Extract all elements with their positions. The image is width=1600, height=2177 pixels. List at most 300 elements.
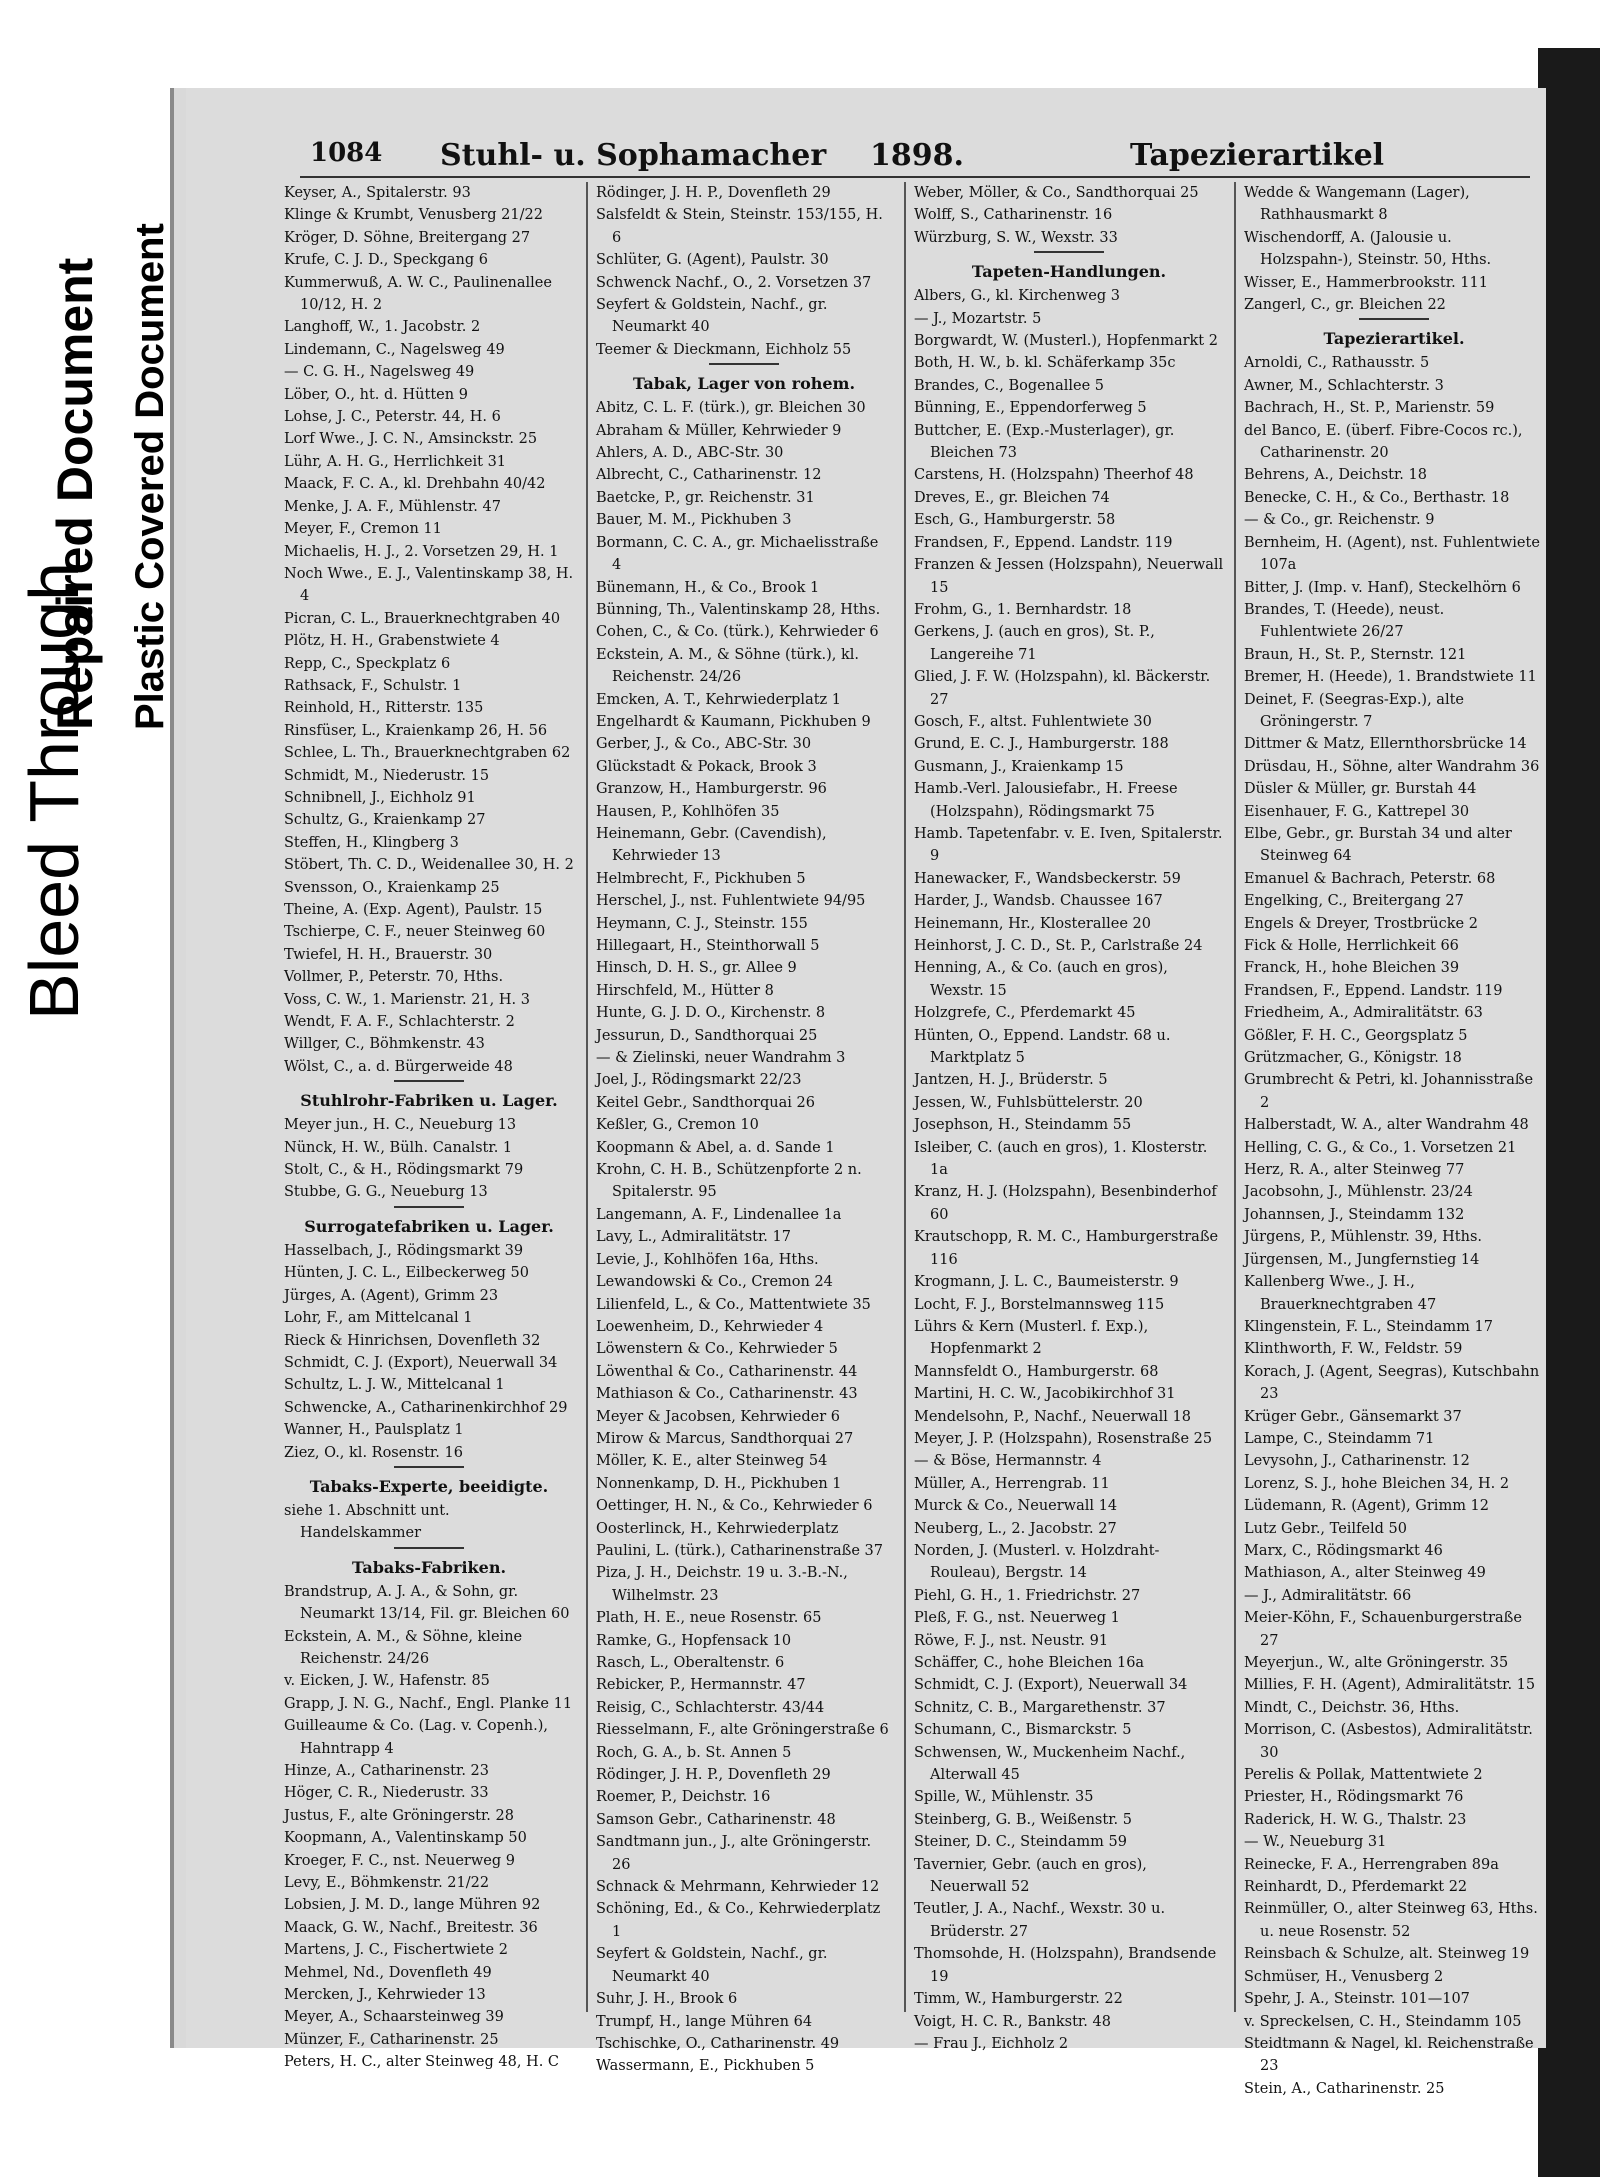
directory-entry: — & Böse, Hermannstr. 4 — [914, 1453, 1102, 1470]
directory-entry: Hunte, G. J. D. O., Kirchenstr. 8 — [596, 1005, 826, 1022]
directory-entry: Lorf Wwe., J. C. N., Amsinckstr. 25 — [284, 431, 538, 448]
directory-entry: Roch, G. A., b. St. Annen 5 — [596, 1744, 792, 1761]
section-heading: Tabaks-Experte, beeidigte. — [309, 1476, 549, 1496]
directory-entry: Steinberg, G. B., Weißenstr. 5 — [914, 1811, 1132, 1828]
directory-entry: Krüger Gebr., Gänsemarkt 37 — [1244, 1408, 1462, 1425]
directory-entry: Rathsack, F., Schulstr. 1 — [284, 677, 462, 694]
directory-entry: Deinet, F. (Seegras-Exp.), alte Gröningerstr. 7 — [1244, 691, 1464, 730]
directory-entry: Schöning, Ed., & Co., Kehrwiederplatz 1 — [596, 1901, 881, 1940]
directory-entry: Langemann, A. F., Lindenallee 1a — [596, 1206, 842, 1223]
directory-entry: Holzgrefe, C., Pferdemarkt 45 — [914, 1005, 1136, 1022]
scan-background-edge — [1538, 48, 1600, 2177]
directory-entry: Eckstein, A. M., & Söhne, kleine Reichenstr. 24/26 — [284, 1628, 523, 1667]
directory-entry: Lampe, C., Steindamm 71 — [1244, 1430, 1435, 1447]
directory-entry: Gößler, F. H. C., Georgsplatz 5 — [1244, 1027, 1468, 1044]
directory-entry: Steiner, D. C., Steindamm 59 — [914, 1834, 1127, 1851]
directory-entry: Behrens, A., Deichstr. 18 — [1244, 467, 1427, 484]
directory-entry: Heinemann, Hr., Klosterallee 20 — [914, 915, 1152, 932]
directory-entry: Stein, A., Catharinenstr. 25 — [1244, 2080, 1445, 2097]
directory-entry: Franzen & Jessen (Holzspahn), Neuerwall 15 — [914, 557, 1224, 596]
directory-entry: Lohse, J. C., Peterstr. 44, H. 6 — [284, 409, 501, 426]
directory-entry: Cohen, C., & Co. (türk.), Kehrwieder 6 — [596, 624, 879, 641]
directory-entry: Martens, J. C., Fischertwiete 2 — [284, 1942, 508, 1959]
section-heading: Stuhlrohr-Fabriken u. Lager. — [300, 1091, 558, 1111]
directory-entry: Hamb. Tapetenfabr. v. E. Iven, Spitalerstr. 9 — [914, 825, 1223, 865]
directory-entry: Schwencke, A., Catharinenkirchhof 29 — [284, 1399, 568, 1416]
entry-list — [284, 1500, 574, 1545]
directory-entry: Drüsdau, H., Söhne, alter Wandrahm 36 — [1244, 758, 1540, 775]
directory-entry: Brandstrup, A. J. A., & Sohn, gr. Neumarkt 13/14, Fil. gr. Bleichen 60 — [284, 1583, 570, 1623]
column-4 — [1244, 182, 1544, 2097]
directory-entry: Keßler, G., Cremon 10 — [596, 1117, 759, 1134]
directory-entry: Eckstein, A. M., & Söhne (türk.), kl. Reichenstr. 24/26 — [596, 646, 860, 686]
directory-entry: Albrecht, C., Catharinenstr. 12 — [596, 467, 822, 484]
directory-entry: Justus, F., alte Gröningerstr. 28 — [284, 1807, 514, 1824]
column-1 — [284, 182, 574, 2071]
directory-entry: Düsler & Müller, gr. Burstah 44 — [1244, 781, 1477, 798]
directory-entry: Baetcke, P., gr. Reichenstr. 31 — [596, 489, 815, 506]
section-rule — [1034, 251, 1104, 253]
directory-entry: Wendt, F. A. F., Schlachterstr. 2 — [284, 1014, 515, 1031]
directory-entry: Schnack & Mehrmann, Kehrwieder 12 — [596, 1879, 880, 1896]
directory-entry: Tschischke, O., Catharinenstr. 49 — [596, 2035, 840, 2052]
directory-entry: Lüdemann, R. (Agent), Grimm 12 — [1244, 1498, 1489, 1515]
directory-entry: Emanuel & Bachrach, Peterstr. 68 — [1244, 870, 1496, 887]
directory-entry: Harder, J., Wandsb. Chaussee 167 — [914, 893, 1163, 910]
directory-entry: Gerber, J., & Co., ABC-Str. 30 — [596, 736, 812, 753]
directory-entry: Krogmann, J. L. C., Baumeisterstr. 9 — [914, 1274, 1179, 1291]
entry-list — [596, 182, 892, 361]
directory-entry: Borgwardt, W. (Musterl.), Hopfenmarkt 2 — [914, 333, 1218, 350]
directory-entry: Picran, C. L., Brauerknechtgraben 40 — [284, 610, 561, 627]
directory-entry: Levy, E., Böhmkenstr. 21/22 — [284, 1875, 490, 1892]
directory-entry: Mendelsohn, P., Nachf., Neuerwall 18 — [914, 1408, 1191, 1425]
directory-entry: Noch Wwe., E. J., Valentinskamp 38, H. 4 — [284, 565, 574, 605]
directory-entry: Locht, F. J., Borstelmannsweg 115 — [914, 1296, 1165, 1313]
directory-entry: Roemer, P., Deichstr. 16 — [596, 1789, 771, 1806]
directory-entry: Rebicker, P., Hermannstr. 47 — [596, 1677, 806, 1694]
directory-entry: Röwe, F. J., nst. Neustr. 91 — [914, 1632, 1109, 1649]
header-rule — [300, 176, 1530, 178]
directory-entry: Meyer, F., Cremon 11 — [284, 521, 442, 538]
directory-entry: — W., Neueburg 31 — [1244, 1834, 1387, 1851]
entry-list — [914, 182, 1224, 249]
section-heading: Tapeten-Handlungen. — [971, 262, 1167, 282]
directory-entry: Reinhardt, D., Pferdemarkt 22 — [1244, 1879, 1468, 1896]
directory-entry: Mirow & Marcus, Sandthorquai 27 — [596, 1430, 854, 1447]
directory-entry: Morrison, C. (Asbestos), Admiralitätstr. 30 — [1244, 1722, 1533, 1761]
directory-entry: Höger, C. R., Niederustr. 33 — [284, 1785, 489, 1802]
directory-entry: Klingenstein, F. L., Steindamm 17 — [1244, 1318, 1493, 1335]
directory-entry: Jürges, A. (Agent), Grimm 23 — [284, 1287, 499, 1304]
column-separator — [586, 182, 588, 2012]
directory-entry: Josephson, H., Steindamm 55 — [914, 1117, 1132, 1134]
directory-entry: Wolff, S., Catharinenstr. 16 — [914, 207, 1113, 224]
directory-entry: Schumann, C., Bismarckstr. 5 — [914, 1722, 1132, 1739]
directory-entry: Keyser, A., Spitalerstr. 93 — [284, 185, 471, 201]
directory-entry: Schmidt, C. J. (Export), Neuerwall 34 — [284, 1354, 558, 1371]
directory-entry: Mindt, C., Deichstr. 36, Hths. — [1244, 1699, 1460, 1716]
directory-entry: Lobsien, J. M. D., lange Mühren 92 — [284, 1897, 541, 1914]
directory-entry: Ramke, G., Hopfensack 10 — [596, 1632, 792, 1649]
directory-entry: Meyer & Jacobsen, Kehrwieder 6 — [596, 1408, 840, 1425]
directory-entry: Steffen, H., Klingberg 3 — [284, 834, 459, 851]
directory-entry: Reisig, C., Schlachterstr. 43/44 — [596, 1699, 825, 1716]
directory-entry: Kröger, D. Söhne, Breitergang 27 — [284, 229, 531, 246]
directory-entry: Schultz, L. J. W., Mittelcanal 1 — [284, 1377, 505, 1394]
directory-entry: Jantzen, H. J., Brüderstr. 5 — [914, 1072, 1108, 1089]
section-rule — [1359, 318, 1429, 320]
entry-list — [1244, 352, 1544, 2100]
directory-entry: Hünten, J. C. L., Eilbeckerweg 50 — [284, 1265, 529, 1282]
directory-entry: Guilleaume & Co. (Lag. v. Copenh.), Hahntrapp 4 — [284, 1718, 549, 1757]
directory-entry: Sandtmann jun., J., alte Gröningerstr. 26 — [596, 1834, 872, 1873]
directory-entry: Tavernier, Gebr. (auch en gros), Neuerwall 52 — [914, 1856, 1147, 1896]
directory-entry: Brandes, C., Bogenallee 5 — [914, 377, 1105, 394]
directory-entry: Lührs & Kern (Musterl. f. Exp.), Hopfenmarkt 2 — [914, 1318, 1149, 1358]
directory-entry: Willger, C., Böhmkenstr. 43 — [284, 1036, 485, 1053]
directory-entry: Gosch, F., altst. Fuhlentwiete 30 — [914, 713, 1152, 730]
directory-entry: Reinmüller, O., alter Steinweg 63, Hths. u. neue Rosenstr. 52 — [1244, 1901, 1538, 1940]
directory-entry: Bünning, Th., Valentinskamp 28, Hths. — [596, 601, 881, 618]
directory-entry: Awner, M., Schlachterstr. 3 — [1244, 377, 1444, 394]
directory-entry: — & Co., gr. Reichenstr. 9 — [1244, 512, 1435, 529]
directory-entry: Mannsfeldt O., Hamburgerstr. 68 — [914, 1363, 1159, 1380]
directory-entry: Schmidt, M., Niederustr. 15 — [284, 767, 490, 784]
directory-entry: Hamb.-Verl. Jalousiefabr., H. Freese (Holzspahn), Rödingsmarkt 75 — [914, 781, 1178, 820]
directory-entry: — J., Admiralitätstr. 66 — [1244, 1587, 1412, 1604]
directory-entry: Riesselmann, F., alte Gröningerstraße 6 — [596, 1722, 889, 1739]
directory-entry: Oettinger, H. N., & Co., Kehrwieder 6 — [596, 1498, 873, 1515]
directory-entry: Peters, H. C., alter Steinweg 48, H. C — [284, 2054, 560, 2071]
directory-entry: Grapp, J. N. G., Nachf., Engl. Planke 11 — [284, 1695, 573, 1712]
entry-list — [596, 397, 892, 2077]
directory-entry: Koopmann, A., Valentinskamp 50 — [284, 1830, 527, 1847]
directory-entry: Spehr, J. A., Steinstr. 101—107 — [1244, 1991, 1470, 2008]
directory-entry: Bitter, J. (Imp. v. Hanf), Steckelhörn 6 — [1244, 579, 1521, 596]
column-separator — [1234, 182, 1236, 2012]
directory-entry: Grund, E. C. J., Hamburgerstr. 188 — [914, 736, 1169, 753]
directory-entry: Schultz, G., Kraienkamp 27 — [284, 812, 486, 829]
directory-entry: Paulini, L. (türk.), Catharinenstraße 37 — [596, 1542, 883, 1559]
directory-entry: Tschierpe, C. F., neuer Steinweg 60 — [284, 924, 546, 941]
directory-entry: Henning, A., & Co. (auch en gros), Wexstr. 15 — [914, 960, 1168, 999]
directory-entry: Abraham & Müller, Kehrwieder 9 — [596, 422, 842, 439]
directory-entry: del Banco, E. (überf. Fibre-Cocos rc.), Catharinenstr. 20 — [1244, 422, 1523, 462]
directory-entry: Trumpf, H., lange Mühren 64 — [596, 2013, 813, 2030]
directory-entry: — C. G. H., Nagelsweg 49 — [284, 364, 475, 381]
directory-entry: Hinsch, D. H. S., gr. Allee 9 — [596, 960, 797, 977]
directory-entry: Isleiber, C. (auch en gros), 1. Klosterstr. 1a — [914, 1139, 1208, 1179]
directory-entry: Seyfert & Goldstein, Nachf., gr. Neumarkt 40 — [596, 1946, 828, 1985]
bleed-through-label: Bleed Through — [15, 562, 93, 1020]
directory-entry: Joel, J., Rödingsmarkt 22/23 — [596, 1072, 802, 1089]
directory-entry: Fick & Holle, Herrlichkeit 66 — [1244, 938, 1459, 954]
directory-entry: Reinsbach & Schulze, alt. Steinweg 19 — [1244, 1946, 1530, 1963]
directory-entry: Albers, G., kl. Kirchenweg 3 — [914, 288, 1120, 305]
directory-entry: Wischendorff, A. (Jalousie u. Holzspahn-), Steinstr. 50, Hths. — [1244, 229, 1492, 269]
directory-entry: Schmidt, C. J. (Export), Neuerwall 34 — [914, 1677, 1188, 1694]
directory-entry: Twiefel, H. H., Brauerstr. 30 — [284, 946, 493, 963]
directory-entry: Neuberg, L., 2. Jacobstr. 27 — [914, 1520, 1117, 1537]
directory-entry: Wanner, H., Paulsplatz 1 — [284, 1422, 464, 1439]
directory-entry: Jacobsohn, J., Mühlenstr. 23/24 — [1244, 1184, 1473, 1201]
directory-entry: Frandsen, F., Eppend. Landstr. 119 — [914, 534, 1173, 551]
directory-entry: Klinthworth, F. W., Feldstr. 59 — [1244, 1341, 1463, 1358]
directory-entry: Meyer, A., Schaarsteinweg 39 — [284, 2009, 504, 2026]
directory-entry: Jessen, W., Fuhlsbüttelerstr. 20 — [914, 1094, 1143, 1111]
directory-entry: Wölst, C., a. d. Bürgerweide 48 — [284, 1058, 513, 1075]
directory-entry: Schmüser, H., Venusberg 2 — [1244, 1968, 1444, 1985]
directory-entry: Bachrach, H., St. P., Marienstr. 59 — [1244, 400, 1495, 417]
directory-entry: Meyer jun., H. C., Neueburg 13 — [284, 1117, 517, 1134]
directory-entry: siehe 1. Abschnitt unt. Handelskammer — [284, 1502, 450, 1542]
directory-entry: — Frau J., Eichholz 2 — [914, 2035, 1069, 2052]
directory-entry: Spille, W., Mühlenstr. 35 — [914, 1789, 1094, 1806]
directory-entry: Heinemann, Gebr. (Cavendish), Kehrwieder 13 — [596, 825, 827, 865]
directory-entry: Piehl, G. H., 1. Friedrichstr. 27 — [914, 1587, 1141, 1604]
directory-entry: Samson Gebr., Catharinenstr. 48 — [596, 1811, 836, 1828]
directory-entry: Herz, R. A., alter Steinweg 77 — [1244, 1162, 1465, 1179]
section-rule — [394, 1547, 464, 1549]
directory-entry: Lohr, F., am Mittelcanal 1 — [284, 1310, 473, 1327]
directory-entry: Friedheim, A., Admiralitätstr. 63 — [1244, 1005, 1483, 1022]
directory-entry: Eisenhauer, F. G., Kattrepel 30 — [1244, 803, 1470, 820]
directory-entry: Koopmann & Abel, a. d. Sande 1 — [596, 1139, 835, 1156]
directory-entry: Seyfert & Goldstein, Nachf., gr. Neumarkt 40 — [596, 297, 828, 336]
column-2 — [596, 182, 892, 2075]
directory-entry: Rasch, L., Oberaltenstr. 6 — [596, 1655, 785, 1671]
directory-entry: Hinze, A., Catharinenstr. 23 — [284, 1763, 490, 1779]
directory-entry: Granzow, H., Hamburgerstr. 96 — [596, 781, 827, 798]
directory-entry: Teemer & Dieckmann, Eichholz 55 — [596, 341, 852, 358]
directory-entry: Emcken, A. T., Kehrwiederplatz 1 — [596, 691, 842, 708]
directory-entry: Levysohn, J., Catharinenstr. 12 — [1244, 1453, 1470, 1470]
directory-entry: Steidtmann & Nagel, kl. Reichenstraße 23 — [1244, 2035, 1534, 2075]
directory-entry: Lilienfeld, L., & Co., Mattentwiete 35 — [596, 1296, 871, 1313]
directory-entry: Levie, J., Kohlhöfen 16a, Hths. — [596, 1251, 819, 1268]
directory-entry: Mercken, J., Kehrwieder 13 — [284, 1987, 486, 2004]
directory-entry: Rödinger, J. H. P., Dovenfleth 29 — [596, 185, 831, 201]
directory-entry: Korach, J. (Agent, Seegras), Kutschbahn 23 — [1244, 1363, 1540, 1403]
year: 1898. — [870, 138, 964, 173]
directory-entry: Voigt, H. C. R., Bankstr. 48 — [914, 2013, 1111, 2030]
directory-entry: Rieck & Hinrichsen, Dovenfleth 32 — [284, 1332, 541, 1349]
directory-entry: Engelking, C., Breitergang 27 — [1244, 893, 1464, 910]
directory-entry: Murck & Co., Neuerwall 14 — [914, 1498, 1118, 1515]
directory-entry: Kummerwuß, A. W. C., Paulinenallee 10/12, H. 2 — [284, 274, 552, 314]
directory-entry: Glied, J. F. W. (Holzspahn), kl. Bäckerstr. 27 — [914, 669, 1211, 708]
directory-entry: Hanewacker, F., Wandsbeckerstr. 59 — [914, 870, 1181, 887]
plastic-covered-label: Plastic Covered Document — [128, 223, 172, 730]
directory-entry: Helling, C. G., & Co., 1. Vorsetzen 21 — [1244, 1139, 1517, 1156]
directory-entry: Rinsfüser, L., Kraienkamp 26, H. 56 — [284, 722, 548, 739]
directory-entry: Bünning, E., Eppendorferweg 5 — [914, 400, 1147, 417]
directory-entry: Bormann, C. C. A., gr. Michaelisstraße 4 — [596, 534, 879, 574]
directory-entry: Kallenberg Wwe., J. H., Brauerknechtgraben 47 — [1244, 1274, 1437, 1313]
directory-entry: Svensson, O., Kraienkamp 25 — [284, 879, 500, 896]
directory-entry: Rödinger, J. H. P., Dovenfleth 29 — [596, 1767, 831, 1784]
directory-entry: Brandes, T. (Heede), neust. Fuhlentwiete 26/27 — [1244, 601, 1445, 641]
directory-entry: Engels & Dreyer, Trostbrücke 2 — [1244, 915, 1478, 932]
directory-entry: Heymann, C. J., Steinstr. 155 — [596, 915, 808, 932]
directory-entry: Gusmann, J., Kraienkamp 15 — [914, 758, 1124, 775]
directory-entry: Bernheim, H. (Agent), nst. Fuhlentwiete 107a — [1244, 534, 1540, 574]
directory-entry: Wedde & Wangemann (Lager), Rathhausmarkt 8 — [1244, 185, 1470, 224]
directory-entry: Gerkens, J. (auch en gros), St. P., Langereihe 71 — [914, 624, 1155, 663]
directory-entry: v. Spreckelsen, C. H., Steindamm 105 — [1244, 2013, 1522, 2030]
directory-entry: Helmbrecht, F., Pickhuben 5 — [596, 870, 806, 887]
directory-entry: Engelhardt & Kaumann, Pickhuben 9 — [596, 713, 871, 730]
directory-entry: Perelis & Pollak, Mattentwiete 2 — [1244, 1767, 1483, 1784]
repaired-document-label: Repaired Document — [47, 257, 103, 730]
directory-entry: Maack, F. C. A., kl. Drehbahn 40/42 — [284, 476, 546, 493]
directory-entry: Hausen, P., Kohlhöfen 35 — [596, 803, 780, 820]
directory-entry: Meyerjun., W., alte Gröningerstr. 35 — [1244, 1655, 1509, 1671]
directory-entry: Teutler, J. A., Nachf., Wexstr. 30 u. Brüderstr. 27 — [914, 1901, 1166, 1940]
entry-list — [1244, 182, 1544, 316]
section-heading: Tapezierartikel. — [1323, 329, 1465, 349]
directory-entry: Grumbrecht & Petri, kl. Johannisstraße 2 — [1244, 1072, 1534, 1111]
directory-entry: Glückstadt & Pokack, Brook 3 — [596, 758, 817, 775]
directory-entry: Schnitz, C. B., Margarethenstr. 37 — [914, 1699, 1166, 1716]
directory-entry: Schäffer, C., hohe Bleichen 16a — [914, 1655, 1145, 1671]
entry-list — [284, 1581, 574, 2074]
directory-entry: Wassermann, E., Pickhuben 5 — [596, 2058, 815, 2075]
directory-entry: Jessurun, D., Sandthorquai 25 — [596, 1027, 818, 1044]
directory-entry: Ziez, O., kl. Rosenstr. 16 — [284, 1444, 463, 1461]
directory-entry: Krufe, C. J. D., Speckgang 6 — [284, 252, 488, 269]
scan-background-top — [1538, 0, 1600, 48]
directory-entry: Lewandowski & Co., Cremon 24 — [596, 1274, 833, 1291]
directory-entry: Reinecke, F. A., Herrengraben 89a — [1244, 1856, 1499, 1873]
directory-entry: Priester, H., Rödingsmarkt 76 — [1244, 1789, 1464, 1806]
directory-entry: Reinhold, H., Ritterstr. 135 — [284, 700, 484, 717]
directory-entry: Franck, H., hohe Bleichen 39 — [1244, 960, 1460, 977]
column-3 — [914, 182, 1224, 2052]
directory-entry: Frohm, G., 1. Bernhardstr. 18 — [914, 601, 1132, 618]
directory-entry: Grützmacher, G., Königstr. 18 — [1244, 1050, 1462, 1067]
directory-entry: Meier-Köhn, F., Schauenburgerstraße 27 — [1244, 1610, 1522, 1649]
directory-entry: Braun, H., St. P., Sternstr. 121 — [1244, 646, 1467, 663]
directory-entry: Keitel Gebr., Sandthorquai 26 — [596, 1094, 815, 1111]
entry-list — [284, 1114, 574, 1204]
directory-entry: Bauer, M. M., Pickhuben 3 — [596, 512, 792, 529]
directory-entry: Kranz, H. J. (Holzspahn), Besenbinderhof 60 — [914, 1184, 1217, 1223]
directory-entry: Voss, C. W., 1. Marienstr. 21, H. 3 — [284, 991, 530, 1008]
directory-entry: Marx, C., Rödingsmarkt 46 — [1244, 1542, 1443, 1559]
directory-entry: Mehmel, Nd., Dovenfleth 49 — [284, 1964, 492, 1981]
directory-entry: Stolt, C., & H., Rödingsmarkt 79 — [284, 1162, 524, 1179]
directory-entry: Johannsen, J., Steindamm 132 — [1244, 1206, 1465, 1223]
directory-entry: Heinhorst, J. C. D., St. P., Carlstraße 24 — [914, 938, 1203, 954]
section-heading: Surrogatefabriken u. Lager. — [304, 1216, 554, 1236]
directory-entry: Oosterlinck, H., Kehrwiederplatz — [596, 1520, 839, 1537]
directory-entry: Mathiason & Co., Catharinenstr. 43 — [596, 1386, 858, 1403]
directory-entry: Jürgensen, M., Jungfernstieg 14 — [1244, 1251, 1480, 1268]
directory-entry: Löwenthal & Co., Catharinenstr. 44 — [596, 1363, 858, 1380]
section-rule — [394, 1206, 464, 1208]
section-rule — [394, 1080, 464, 1082]
directory-entry: Lavy, L., Admiralitätstr. 17 — [596, 1229, 791, 1246]
directory-entry: Schwenck Nachf., O., 2. Vorsetzen 37 — [596, 274, 872, 291]
directory-entry: Benecke, C. H., & Co., Berthastr. 18 — [1244, 489, 1510, 506]
directory-entry: Stöbert, Th. C. D., Weidenallee 30, H. 2 — [284, 857, 574, 874]
directory-entry: Langhoff, W., 1. Jacobstr. 2 — [284, 319, 481, 336]
directory-entry: Meyer, J. P. (Holzspahn), Rosenstraße 25 — [914, 1430, 1213, 1447]
directory-entry: Norden, J. (Musterl. v. Holzdraht-Rouleau), Bergstr. 14 — [914, 1542, 1160, 1582]
directory-entry: Martini, H. C. W., Jacobikirchhof 31 — [914, 1386, 1176, 1403]
section-heading: Tabaks-Fabriken. — [351, 1557, 507, 1577]
directory-entry: Schlüter, G. (Agent), Paulstr. 30 — [596, 252, 829, 269]
entry-list — [284, 182, 574, 1078]
directory-entry: Weber, Möller, & Co., Sandthorquai 25 — [914, 185, 1199, 201]
directory-entry: Buttcher, E. (Exp.-Musterlager), gr. Bleichen 73 — [914, 422, 1175, 462]
directory-entry: Michaelis, H. J., 2. Vorsetzen 29, H. 1 — [284, 543, 559, 560]
directory-entry: Pleß, F. G., nst. Neuerweg 1 — [914, 1610, 1120, 1627]
directory-entry: Hasselbach, J., Rödingsmarkt 39 — [284, 1242, 524, 1259]
directory-entry: Timm, W., Hamburgerstr. 22 — [914, 1991, 1123, 2008]
directory-entry: Piza, J. H., Deichstr. 19 u. 3.-B.-N., Wilhelmstr. 23 — [596, 1565, 848, 1604]
directory-entry: Suhr, J. H., Brook 6 — [596, 1991, 738, 2008]
directory-entry: Dreves, E., gr. Bleichen 74 — [914, 489, 1110, 506]
directory-entry: Krautschopp, R. M. C., Hamburgerstraße 116 — [914, 1229, 1219, 1268]
directory-entry: Würzburg, S. W., Wexstr. 33 — [914, 229, 1118, 246]
directory-entry: Salsfeldt & Stein, Steinstr. 153/155, H. 6 — [596, 207, 883, 246]
directory-entry: Menke, J. A. F., Mühlenstr. 47 — [284, 498, 501, 515]
directory-entry: Münzer, F., Catharinenstr. 25 — [284, 2031, 499, 2048]
directory-entry: Bremer, H. (Heede), 1. Brandstwiete 11 — [1244, 669, 1537, 686]
directory-entry: — J., Mozartstr. 5 — [914, 310, 1042, 327]
directory-entry: Mathiason, A., alter Steinweg 49 — [1244, 1565, 1486, 1582]
section-rule — [394, 1466, 464, 1468]
directory-entry: Schwensen, W., Muckenheim Nachf., Alterwall 45 — [914, 1744, 1186, 1784]
directory-entry: Möller, K. E., alter Steinweg 54 — [596, 1453, 828, 1470]
directory-entry: Carstens, H. (Holzspahn) Theerhof 48 — [914, 467, 1194, 484]
directory-entry: Krohn, C. H. B., Schützenpforte 2 n. Spitalerstr. 95 — [596, 1162, 862, 1201]
directory-entry: Thomsohde, H. (Holzspahn), Brandsende 19 — [914, 1946, 1217, 1985]
directory-entry: Frandsen, F., Eppend. Landstr. 119 — [1244, 982, 1503, 999]
directory-entry: Bünemann, H., & Co., Brook 1 — [596, 579, 820, 596]
section-rule — [709, 363, 779, 365]
directory-entry: Hünten, O., Eppend. Landstr. 68 u. Marktplatz 5 — [914, 1027, 1171, 1067]
directory-entry: Klinge & Krumbt, Venusberg 21/22 — [284, 207, 543, 224]
directory-entry: Kroeger, F. C., nst. Neuerweg 9 — [284, 1852, 515, 1869]
directory-entry: Elbe, Gebr., gr. Burstah 34 und alter Steinweg 64 — [1244, 825, 1512, 865]
directory-entry: Hillegaart, H., Steinthorwall 5 — [596, 938, 820, 954]
page-number: 1084 — [310, 138, 383, 168]
directory-entry: Abitz, C. L. F. (türk.), gr. Bleichen 30 — [596, 400, 866, 417]
directory-entry: v. Eicken, J. W., Hafenstr. 85 — [284, 1673, 490, 1690]
running-title-left: Stuhl- u. Sophamacher — [440, 138, 827, 173]
directory-entry: Schlee, L. Th., Brauerknechtgraben 62 — [284, 745, 571, 762]
directory-entry: Herschel, J., nst. Fuhlentwiete 94/95 — [596, 893, 866, 910]
column-separator — [904, 182, 906, 2012]
directory-entry: Esch, G., Hamburgerstr. 58 — [914, 512, 1116, 529]
entry-list — [914, 285, 1224, 2055]
directory-entry: Müller, A., Herrengrab. 11 — [914, 1475, 1110, 1492]
directory-entry: Maack, G. W., Nachf., Breitestr. 36 — [284, 1919, 538, 1936]
directory-entry: Plötz, H. H., Grabenstwiete 4 — [284, 633, 500, 650]
directory-entry: Löwenstern & Co., Kehrwieder 5 — [596, 1341, 838, 1358]
directory-entry: Arnoldi, C., Rathausstr. 5 — [1244, 355, 1430, 372]
entry-list — [284, 1240, 574, 1464]
directory-entry: Zangerl, C., gr. Bleichen 22 — [1244, 297, 1446, 314]
running-title-right: Tapezierartikel — [1130, 138, 1385, 173]
directory-entry: Plath, H. E., neue Rosenstr. 65 — [596, 1610, 822, 1627]
directory-entry: Raderick, H. W. G., Thalstr. 23 — [1244, 1811, 1467, 1828]
directory-entry: Löber, O., ht. d. Hütten 9 — [284, 386, 468, 403]
